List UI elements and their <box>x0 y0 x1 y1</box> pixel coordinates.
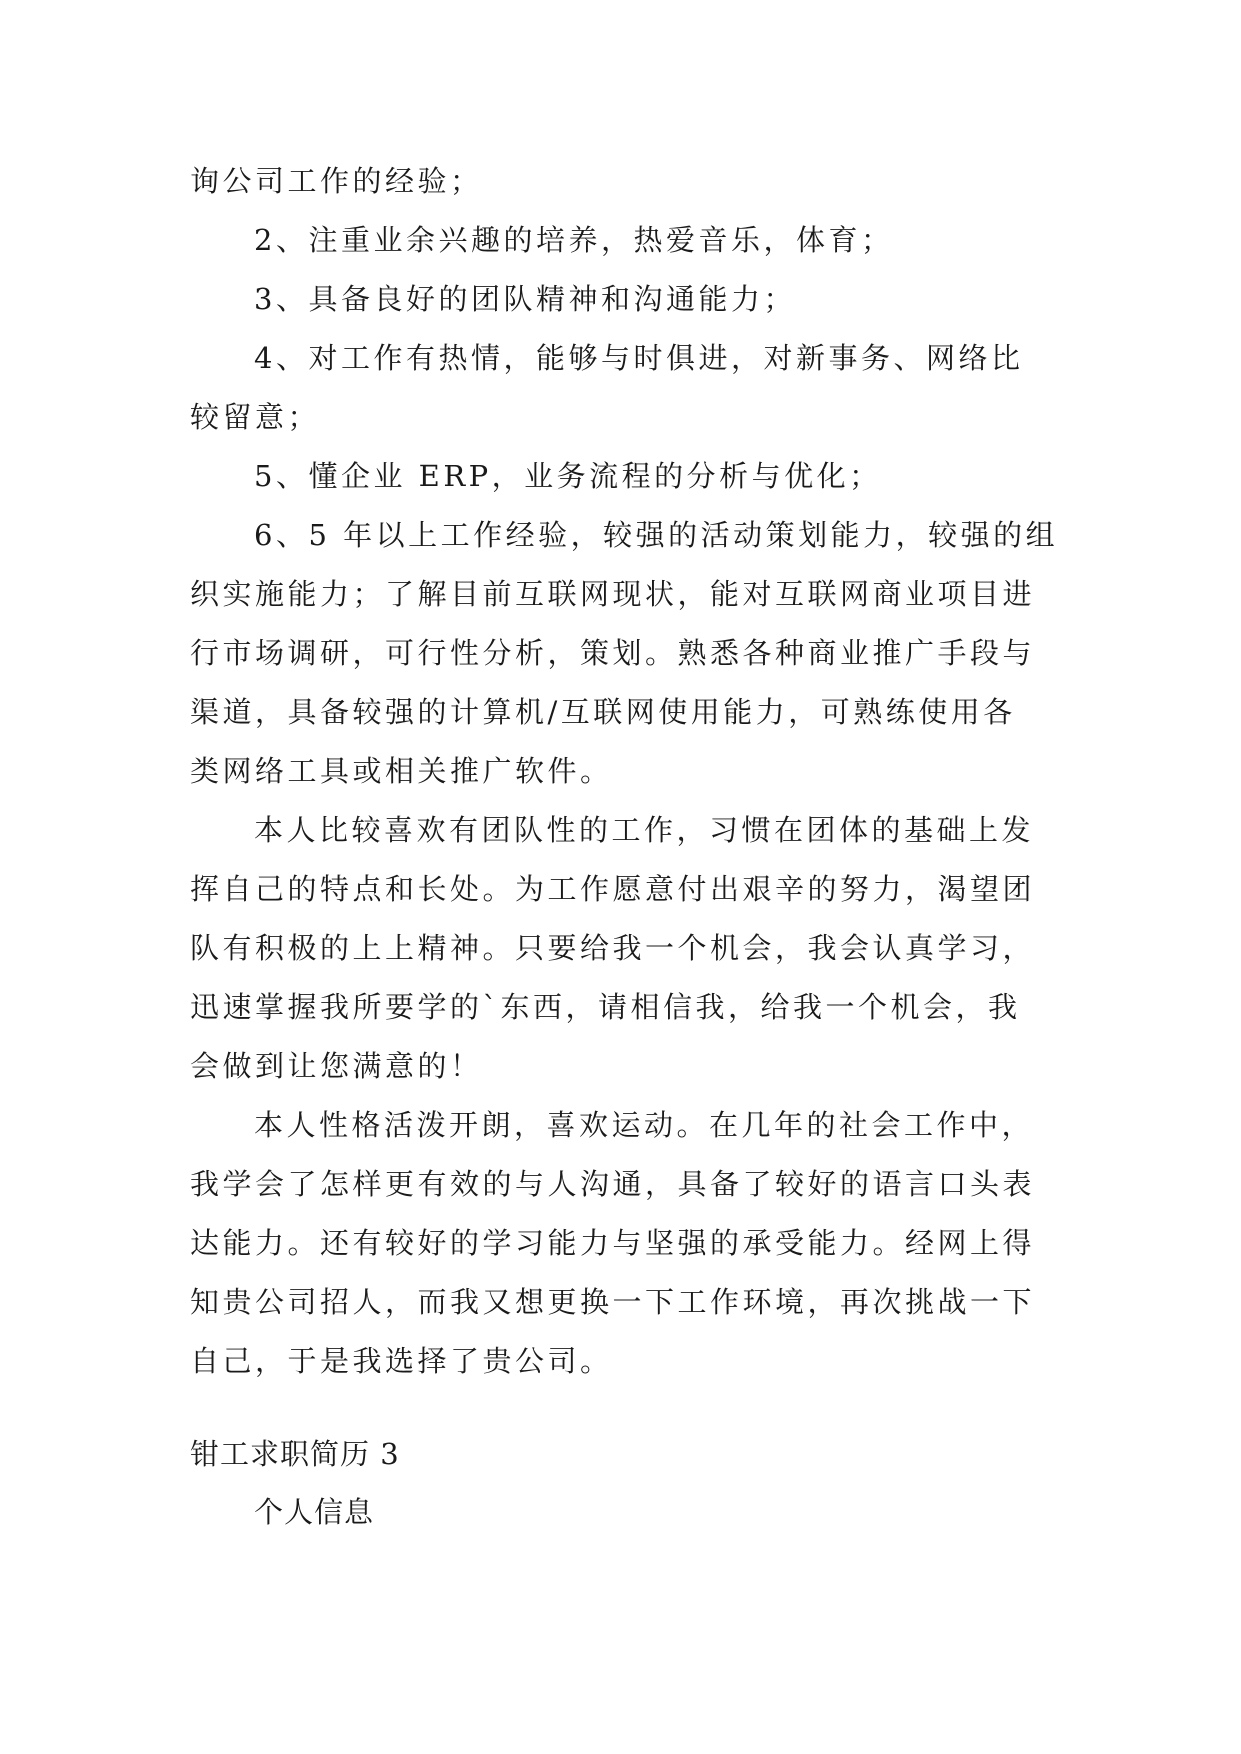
text-line: 5、懂企业 ERP，业务流程的分析与优化； <box>254 459 882 493</box>
text-line: 知贵公司招人，而我又想更换一下工作环境，再次挑战一下 <box>190 1285 1036 1319</box>
text-line: 挥自己的特点和长处。为工作愿意付出艰辛的努力，渴望团 <box>190 872 1036 906</box>
text-line: 类网络工具或相关推广软件。 <box>190 754 613 788</box>
text-line: 队有积极的上上精神。只要给我一个机会，我会认真学习， <box>190 931 1036 965</box>
text-line: 渠道，具备较强的计算机/互联网使用能力，可熟练使用各 <box>190 695 1016 729</box>
text-line: 2、注重业余兴趣的培养，热爱音乐，体育； <box>254 223 894 257</box>
text-line: 询公司工作的经验； <box>190 164 483 198</box>
text-line: 3、具备良好的团队精神和沟通能力； <box>254 282 796 316</box>
text-line: 自己，于是我选择了贵公司。 <box>190 1344 613 1378</box>
body-text <box>190 152 1060 1391</box>
text-line: 会做到让您满意的！ <box>190 1049 483 1083</box>
text-line: 行市场调研，可行性分析，策划。熟悉各种商业推广手段与 <box>190 636 1036 670</box>
text-line: 织实施能力；了解目前互联网现状，能对互联网商业项目进 <box>190 577 1036 611</box>
text-line: 达能力。还有较好的学习能力与坚强的承受能力。经网上得 <box>190 1226 1036 1260</box>
text-line: 我学会了怎样更有效的与人沟通，具备了较好的语言口头表 <box>190 1167 1036 1201</box>
section-title: 钳工求职简历 3 <box>190 1437 400 1471</box>
text-line: 本人性格活泼开朗，喜欢运动。在几年的社会工作中， <box>254 1108 1035 1142</box>
text-line: 6、5 年以上工作经验，较强的活动策划能力，较强的组 <box>254 518 1059 552</box>
text-line: 较留意； <box>190 400 321 434</box>
section-subtitle: 个人信息 <box>254 1495 375 1529</box>
text-line: 本人比较喜欢有团队性的工作，习惯在团体的基础上发 <box>254 813 1035 847</box>
text-line: 迅速掌握我所要学的`东西，请相信我，给我一个机会，我 <box>190 990 1021 1024</box>
text-line: 4、对工作有热情，能够与时俱进，对新事务、网络比 <box>254 341 1024 375</box>
